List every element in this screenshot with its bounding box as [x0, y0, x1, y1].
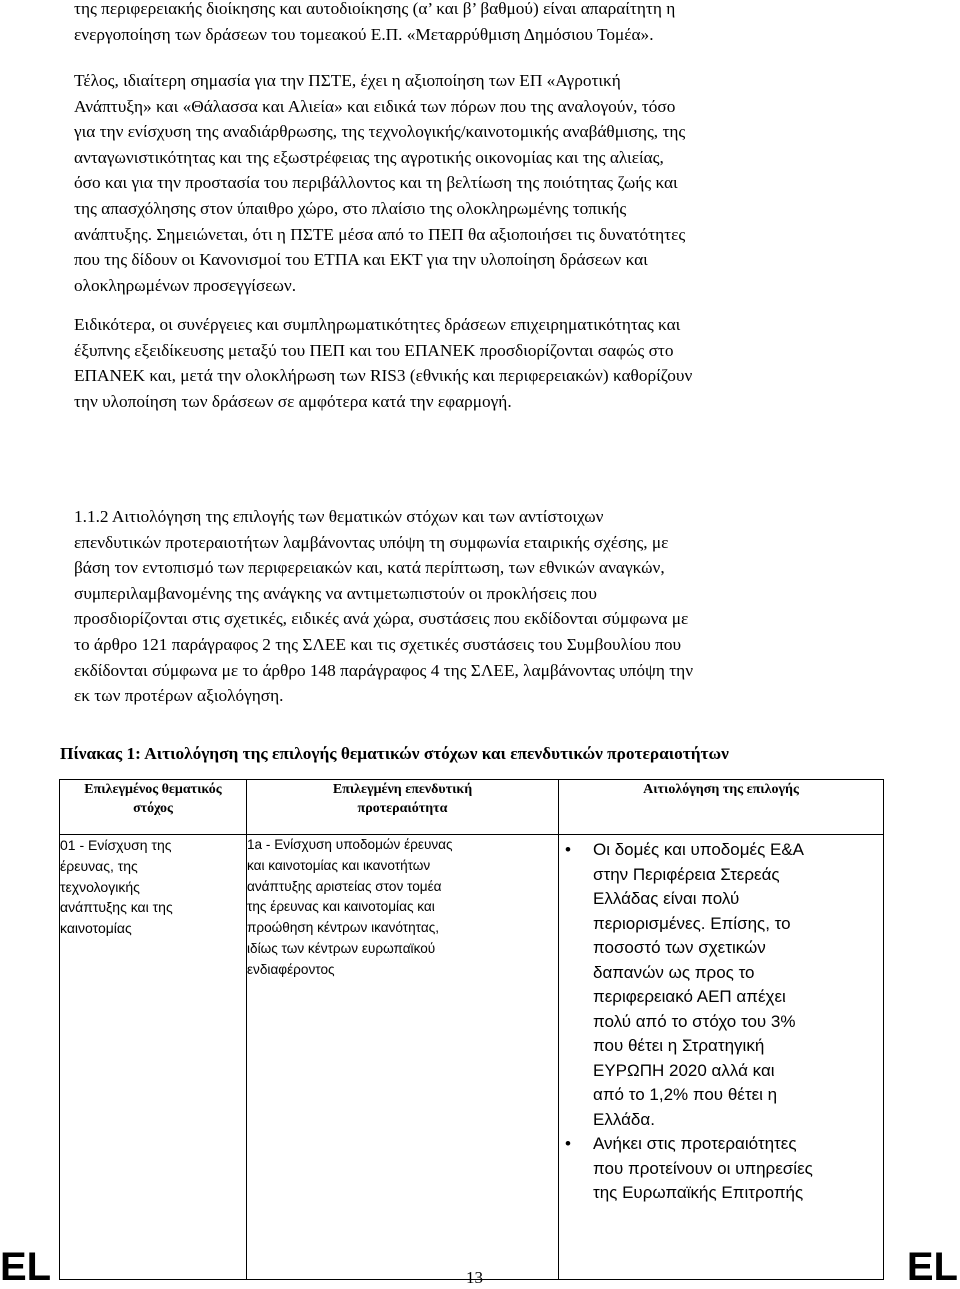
cell-line: ανάπτυξης και της: [60, 899, 173, 916]
cell-line: 1a - Ενίσχυση υποδομών έρευνας: [247, 837, 453, 852]
cell-line: της έρευνας και καινοτομίας και: [247, 899, 435, 915]
bullet-line: Ανήκει στις προτεραιότητες: [593, 1134, 797, 1153]
cell-thematic-objective: [60, 835, 247, 1280]
cell-line: ανάπτυξης αριστείας στον τομέα: [247, 878, 442, 894]
cell-line: 01 - Ενίσχυση της: [60, 837, 172, 853]
cell-line: προώθηση κέντρων ικανότητας,: [247, 920, 440, 936]
text-line: προσδιορίζονται στις σχετικές, ειδικές ανά χώρα, συστάσεις που εκδίδονται σύμφωνα με: [74, 609, 689, 629]
page-number: 13: [466, 1268, 483, 1287]
text-line: έξυπνης εξειδίκευσης μεταξύ του ΠΕΠ και του ΕΠΑΝΕΚ προσδιορίζονται σαφώς στο: [74, 340, 674, 360]
paragraph-agricultural-development: [74, 68, 854, 298]
text-line: ανάπτυξης. Σημειώνεται, ότι η ΠΣΤΕ μέσα από το ΠΕΠ θα αξιοποιήσει τις δυνατότητες: [74, 224, 686, 244]
text-line: της περιφερειακής διοίκησης και αυτοδιοίκησης (α’ και β’ βαθμού) είναι απαραίτητη η: [74, 0, 676, 18]
cell-justification: [559, 835, 884, 1280]
bullet-line: της Ευρωπαϊκής Επιτροπής: [593, 1183, 804, 1202]
text-line: ολοκληρωμένων προσεγγίσεων.: [74, 275, 297, 295]
bullet-line: περιορισμένες. Επίσης, το: [593, 913, 791, 933]
text-line: την υλοποίηση των δράσεων σε αμφότερα κατά την εφαρμογή.: [74, 391, 512, 411]
section-1-1-2: [74, 504, 854, 709]
bullet-line: περιφερειακό ΑΕΠ απέχει: [593, 987, 786, 1006]
header-line: Αιτιολόγηση της επιλογής: [643, 782, 799, 797]
text-line: ΕΠΑΝΕΚ και, μετά την ολοκλήρωση των RIS3 (εθνικής και περιφερειακών) καθορίζουν: [74, 366, 693, 386]
bullet-icon: •: [565, 840, 571, 859]
bullet-line: από το 1,2% που θέτει η: [593, 1085, 778, 1104]
list-item: [559, 838, 883, 1132]
text-line: ανταγωνιστικότητας και της εξωστρέφειας της αγροτικής οικονομίας και της αλιείας,: [74, 147, 664, 167]
table-caption: Πίνακας 1: Αιτιολόγηση της επιλογής θεματικών στόχων και επενδυτικών προτεραιοτήτων: [60, 744, 729, 763]
cell-line: έρευνας, της: [60, 857, 138, 874]
bullet-line: ποσοστό των σχετικών: [593, 938, 766, 957]
header-line: προτεραιότητα: [357, 801, 448, 816]
header-investment-priority: [247, 780, 559, 835]
table-row: [60, 835, 884, 1280]
list-item: [559, 1132, 883, 1206]
cell-line: καινοτομίας: [60, 920, 132, 937]
bullet-line: Οι δομές και υποδομές Ε&Α: [593, 840, 805, 859]
header-thematic-objective: [60, 780, 247, 835]
text-line: Ανάπτυξη» και «Θάλασσα και Αλιεία» και ειδικά των πόρων που της αναλογούν, τόσο: [74, 96, 676, 116]
bullet-line: πολύ από το στόχο του 3%: [593, 1011, 796, 1031]
justification-bullet-list: [559, 838, 883, 1206]
bullet-line: ΕΥΡΩΠΗ 2020 αλλά και: [593, 1060, 775, 1080]
language-code-left: EL: [0, 1245, 52, 1289]
bullet-line: στην Περιφέρεια Στερεάς: [593, 864, 780, 884]
bullet-line: που προτείνουν οι υπηρεσίες: [593, 1158, 813, 1178]
paragraph-synergies: [74, 312, 854, 414]
text-line: εκδίδονται σύμφωνα με το άρθρο 148 παράγραφος 4 της ΣΛΕΕ, λαμβάνοντας υπόψη την: [74, 660, 694, 680]
text-line: όσο και για την προστασία του περιβάλλοντος και τη βελτίωση της ποιότητας ζωής και: [74, 173, 678, 193]
justification-table: [59, 779, 884, 1280]
cell-line: τεχνολογικής: [60, 878, 140, 895]
text-line: Τέλος, ιδιαίτερη σημασία για την ΠΣΤΕ, έχει η αξιοποίηση των ΕΠ «Αγροτική: [74, 71, 621, 90]
text-line: βάση τον εντοπισμό των περιφερειακών και, κατά περίπτωση, των εθνικών αναγκών,: [74, 558, 665, 578]
text-line: Ειδικότερα, οι συνέργειες και συμπληρωματικότητες δράσεων επιχειρηματικότητας και: [74, 315, 681, 334]
paragraph-intro-continuation: [74, 0, 854, 47]
cell-line: ενδιαφέροντος: [247, 961, 335, 977]
cell-investment-priority: [247, 835, 559, 1280]
header-line: Επιλεγμένος θεματικός: [84, 782, 222, 797]
text-line: για την ενίσχυση της αναδιάρθρωσης, της τεχνολογικής/καινοτομικής αναβάθμισης, της: [74, 122, 686, 142]
cell-line: και καινοτομίας και ικανοτήτων: [247, 857, 431, 873]
text-line: επενδυτικών προτεραιοτήτων λαμβάνοντας υπόψη τη συμφωνία εταιρικής σχέσης, με: [74, 532, 669, 552]
text-line: ενεργοποίηση των δράσεων του τομεακού Ε.Π. «Μεταρρύθμιση Δημόσιου Τομέα».: [74, 24, 654, 44]
section-heading-line: 1.1.2 Αιτιολόγηση της επιλογής των θεματικών στόχων και των αντίστοιχων: [74, 507, 604, 526]
header-line: στόχος: [133, 801, 173, 816]
header-justification: [559, 780, 884, 835]
bullet-line: που θέτει η Στρατηγική: [593, 1036, 765, 1055]
header-line: Επιλεγμένη επενδυτική: [332, 782, 473, 797]
bullet-line: δαπανών ως προς το: [593, 962, 755, 982]
text-line: συμπεριλαμβανομένης της ανάγκης να αντιμετωπιστούν οι προκλήσεις που: [74, 583, 597, 603]
bullet-line: Ελλάδας είναι πολύ: [593, 889, 740, 908]
cell-line: ιδίως των κέντρων ευρωπαϊκού: [247, 940, 436, 956]
table-header-row: [60, 780, 884, 835]
bullet-line: Ελλάδα.: [593, 1109, 655, 1129]
text-line: της απασχόλησης στον ύπαιθρο χώρο, στο πλαίσιο της ολοκληρωμένης τοπικής: [74, 198, 627, 218]
text-line: που της δίδουν οι Κανονισμοί του ΕΤΠΑ και ΕΚΤ για την υλοποίηση δράσεων και: [74, 250, 648, 270]
text-line: εκ των προτέρων αξιολόγηση.: [74, 686, 284, 706]
text-line: το άρθρο 121 παράγραφος 2 της ΣΛΕΕ και τις σχετικές συστάσεις του Συμβουλίου που: [74, 634, 682, 654]
bullet-icon: •: [565, 1134, 571, 1153]
language-code-right: EL: [906, 1245, 958, 1289]
